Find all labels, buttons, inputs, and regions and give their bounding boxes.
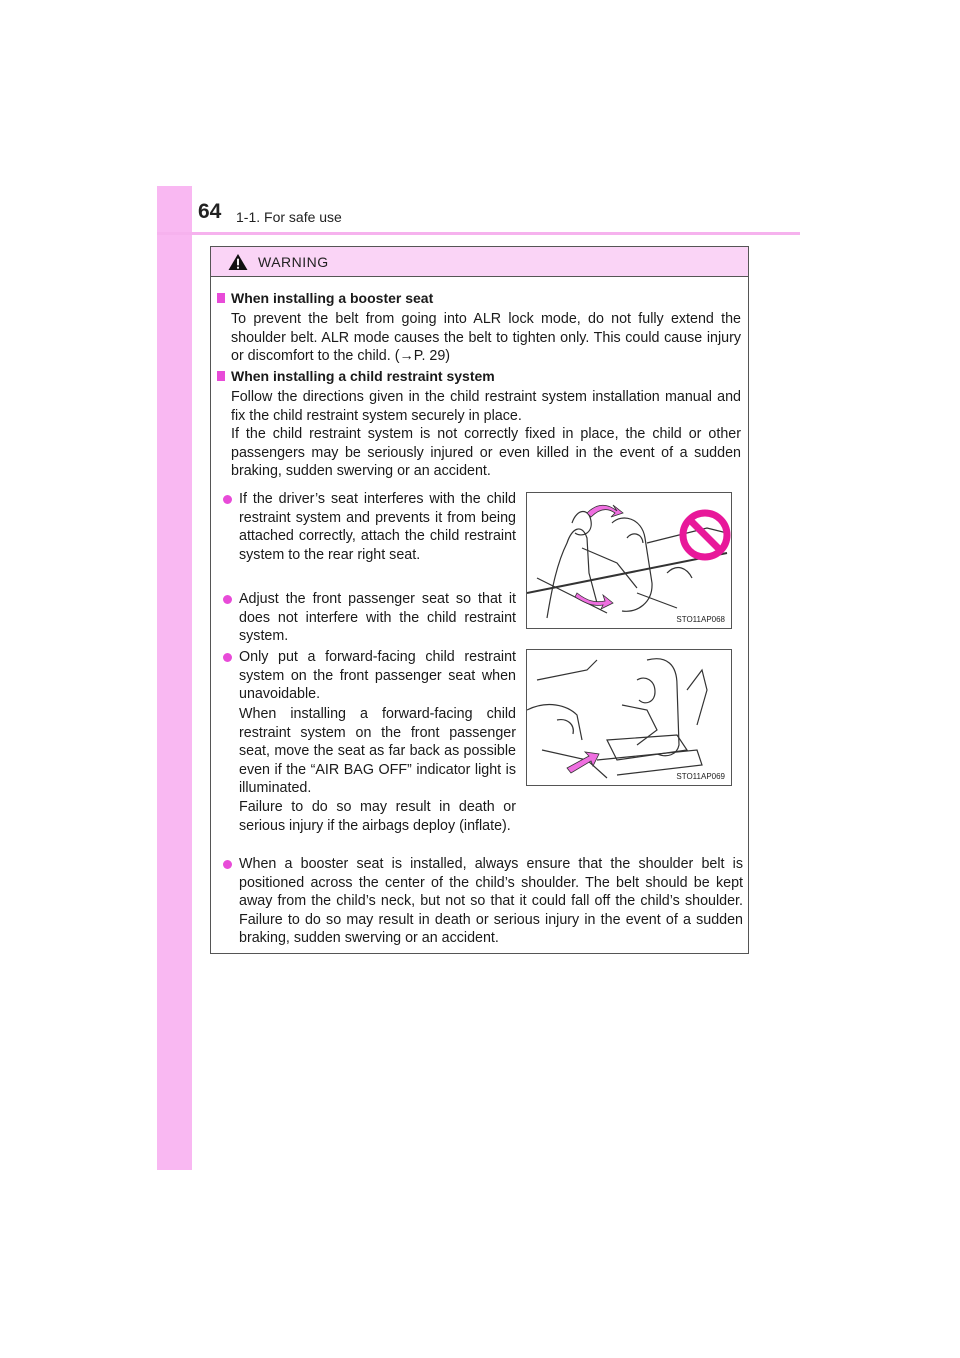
figure-driver-seat-interference — [526, 492, 732, 629]
seat-interference-illustration — [527, 493, 731, 628]
square-bullet-icon — [217, 293, 225, 303]
bullet-forward-facing-failure: Failure to do so may result in death or serious injury if the airbags deploy (inflate). — [239, 799, 516, 834]
page-number: 64 — [198, 200, 222, 223]
crs-text-2: If the child restraint system is not correctly fixed in place, the child or other passengers may be seriously injured or even killed in the event of a sudden braking, sudden swerving or an accident. — [231, 426, 741, 479]
header-rule — [157, 232, 800, 235]
crs-title — [217, 368, 495, 384]
warning-triangle-icon — [227, 253, 249, 271]
bullet-adjust-seat: Adjust the front passenger seat so that it does not interfere with the child restraint system. — [239, 591, 516, 644]
crs-title-text: When installing a child restraint system — [231, 368, 495, 384]
bullet-dot-icon — [223, 595, 232, 604]
bullet-driver-seat: If the driver’s seat interferes with the child restraint system and prevents it from being attached correctly, attach the child restraint system to the rear right seat. — [239, 491, 516, 563]
bullet-dot-icon — [223, 653, 232, 662]
bullet-forward-facing-detail: When installing a forward-facing child restraint system on the front passenger seat, move the seat as far back as possible even if the “AIR BAG OFF” indicator light is illuminated. — [239, 706, 516, 796]
square-bullet-icon — [217, 371, 225, 381]
crs-text-1: Follow the directions given in the child restraint system installation manual and fix the child restraint system securely in place. — [231, 389, 741, 424]
booster-text: To prevent the belt from going into ALR lock mode, do not fully extend the shoulder belt. ALR mode causes the belt to tighten only. This could cause injury or discomfort to the child. (→P. 29) — [231, 311, 741, 364]
section-title: 1-1. For safe use — [236, 209, 342, 225]
figure-forward-facing-seat — [526, 649, 732, 786]
bullet-dot-icon — [223, 860, 232, 869]
warning-label: WARNING — [258, 253, 329, 270]
side-strip — [157, 186, 192, 1170]
booster-title — [217, 290, 433, 306]
forward-facing-seat-illustration — [527, 650, 731, 785]
bullet-dot-icon — [223, 495, 232, 504]
bullet-forward-facing: Only put a forward-facing child restraint system on the front passenger seat when unavoidable. — [239, 649, 516, 702]
warning-box — [210, 246, 749, 954]
booster-title-text: When installing a booster seat — [231, 290, 434, 306]
warning-header — [211, 247, 748, 277]
bullet-booster-belt: When a booster seat is installed, always ensure that the shoulder belt is positioned across the center of the child’s shoulder. The belt should be kept away from the child’s neck, but not so that it could fall off the child’s shoulder. Failure to do so may result in death or serious injury in the event of a sudden braking, sudden swerving or an accident. — [239, 856, 743, 946]
figure-code-2: STO11AP069 — [676, 772, 725, 781]
figure-code-1: STO11AP068 — [676, 615, 725, 624]
